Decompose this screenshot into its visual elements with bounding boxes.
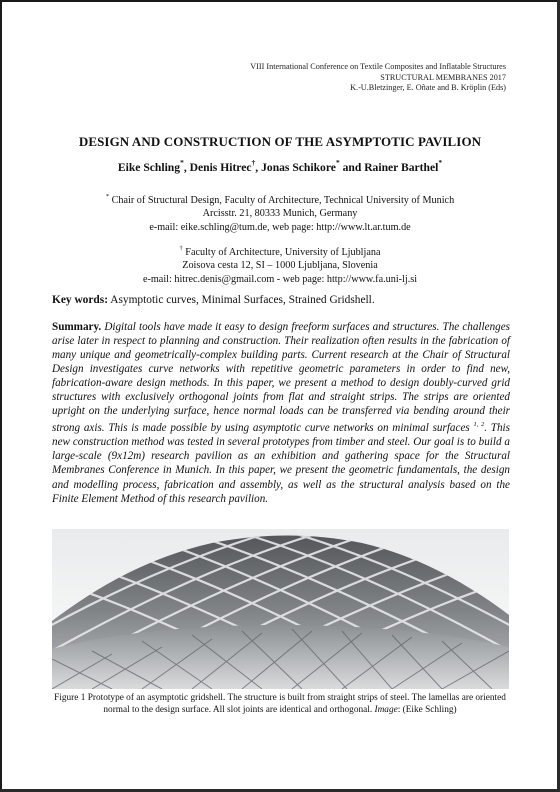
citation-refs: 1, 2	[473, 421, 485, 429]
caption-credit-label: Image	[374, 705, 398, 716]
abstract-text: Digital tools have made it easy to design freeform surfaces and structures. The challenges arise later in respect to planning and construction. Their realization often results in the fabrication of many unique and geometrically-complex building parts. Current research at the Chair of Structural Design investigates curve networks with repetitive geometric parameters in order to find new, fabrication-aware design methods. In this paper, we present a method to design doubly-curved grid structures with exclusively orthogonal joints from flat and straight strips. The strips are oriented upright on the underlying surface, hence normal loads can be transferred via bending around their strong axis. This is made possible by using asymptotic curve networks on minimal surfaces	[52, 321, 510, 435]
conference-editors: K.-U.Bletzinger, E. Oñate and B. Kröplin (Eds)	[350, 83, 506, 93]
affiliation-mark: *	[335, 158, 340, 167]
keywords-label: Key words:	[52, 294, 108, 306]
conference-subtitle: STRUCTURAL MEMBRANES 2017	[380, 72, 506, 82]
gridshell-photo	[52, 529, 509, 689]
author-separator: ,	[183, 161, 190, 174]
page-border-left	[0, 0, 2, 792]
figure-1-photo	[52, 529, 509, 689]
page-border-top	[0, 0, 560, 2]
conference-name: VIII International Conference on Textile Composites and Inflatable Structures	[250, 62, 506, 71]
author-name: Jonas Schikore	[261, 161, 336, 174]
author-name: Rainer Barthel	[364, 161, 439, 174]
affiliation-ljubljana	[0, 242, 560, 286]
affiliation-mark: *	[105, 193, 110, 200]
author-list	[0, 158, 560, 174]
affiliation-mark: †	[251, 158, 256, 167]
caption-credit: : (Eike Schling)	[397, 705, 457, 716]
affiliation-mark: *	[180, 158, 184, 167]
author-name: Eike Schling	[117, 161, 181, 174]
abstract	[52, 320, 510, 506]
affiliation-mark: *	[438, 158, 443, 167]
author-name: Denis Hitrec	[189, 161, 252, 174]
affiliation-institution: Chair of Structural Design, Faculty of Architecture, Technical University of Munich	[109, 195, 455, 206]
abstract-label: Summary.	[52, 321, 102, 333]
paper-title: DESIGN AND CONSTRUCTION OF THE ASYMPTOTIC PAVILION	[78, 134, 482, 149]
author-separator: and	[339, 161, 365, 174]
conference-header	[250, 62, 506, 94]
affiliation-contact: e-mail: eike.schling@tum.de, web page: http://www.lt.ar.tum.de	[149, 221, 411, 233]
figure-1-caption	[44, 692, 516, 716]
affiliation-contact: e-mail: hitrec.denis@gmail.com - web page: http://www.fa.uni-lj.si	[142, 273, 418, 285]
abstract-text-continued: . This new construction method was tested in several prototypes from timber and steel. Our goal is to build a large-scale (9x12m) research pavilion as an exhibition and gathering space for the Structural Membranes Conference in Munich. In this paper, we present the geometric fundamentals, the design and modelling process, fabrication and assembly, as well as the structural analysis based on the Finite Element Method of this research pavilion.	[52, 422, 510, 505]
affiliation-tum	[0, 190, 560, 234]
keywords-text: Asymptotic curves, Minimal Surfaces, Strained Gridshell.	[108, 294, 375, 306]
author-separator: ,	[255, 161, 262, 174]
keywords	[52, 294, 512, 306]
affiliation-address: Zoisova cesta 12, SI – 1000 Ljubljana, Slovenia	[182, 260, 378, 272]
affiliation-mark: †	[179, 245, 183, 252]
affiliation-institution: Faculty of Architecture, University of Ljubljana	[182, 247, 381, 258]
affiliation-address: Arcisstr. 21, 80333 Munich, Germany	[202, 208, 358, 220]
caption-text: Figure 1 Prototype of an asymptotic gridshell. The structure is built from straight strips of steel. The lamellas are oriented normal to the design surface. All slot joints are identical and orthogonal.	[54, 693, 506, 716]
